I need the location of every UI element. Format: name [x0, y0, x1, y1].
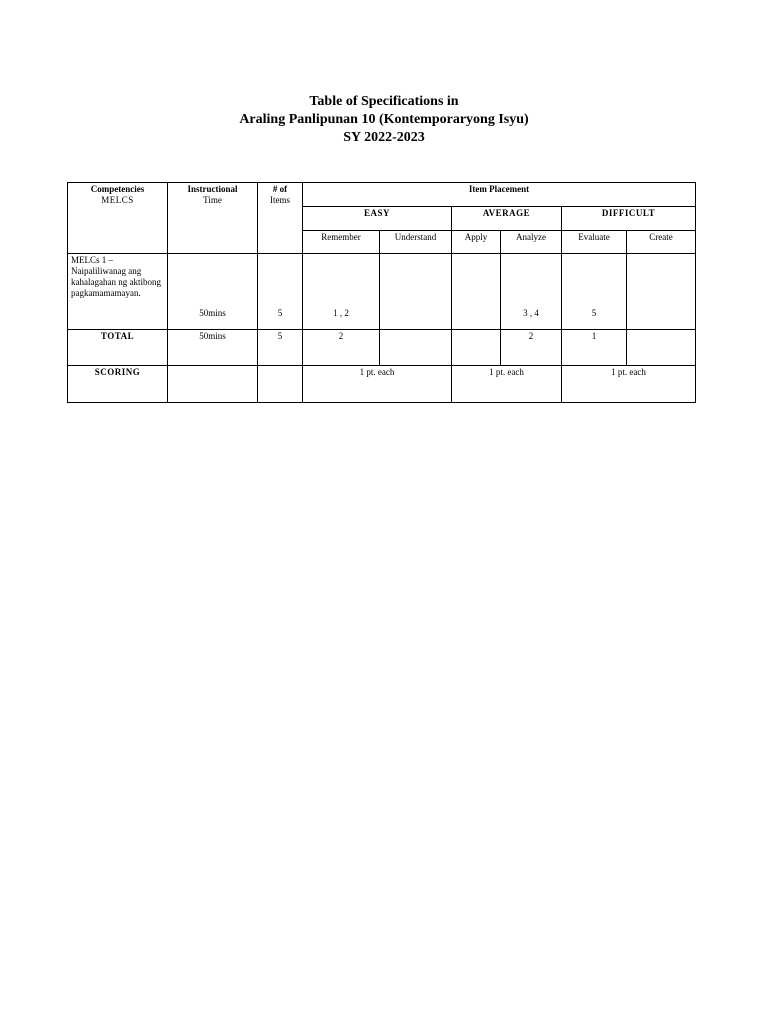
specifications-table — [67, 182, 696, 403]
time-label: Time — [203, 195, 222, 205]
header-difficult: DIFFICULT — [562, 207, 696, 231]
row1-evaluate: 5 — [562, 254, 627, 330]
total-evaluate: 1 — [562, 330, 627, 366]
scoring-items — [258, 366, 303, 403]
total-create — [627, 330, 696, 366]
row1-competency: MELCs 1 – Naipaliliwanag ang kahalagahan ng aktibong pagkamamamayan. — [68, 254, 168, 330]
header-remember: Remember — [303, 231, 380, 254]
total-items: 5 — [258, 330, 303, 366]
header-competencies — [68, 183, 168, 254]
melcs-label: MELCS — [101, 195, 134, 205]
header-analyze: Analyze — [501, 231, 562, 254]
header-apply: Apply — [452, 231, 501, 254]
scoring-easy: 1 pt. each — [303, 366, 452, 403]
header-item-placement: Item Placement — [303, 183, 696, 207]
total-remember: 2 — [303, 330, 380, 366]
row1-apply — [452, 254, 501, 330]
row1-time: 50mins — [168, 254, 258, 330]
row1-analyze: 3 , 4 — [501, 254, 562, 330]
total-time: 50mins — [168, 330, 258, 366]
header-evaluate: Evaluate — [562, 231, 627, 254]
items-label: Items — [270, 195, 290, 205]
total-apply — [452, 330, 501, 366]
document-title — [0, 93, 768, 147]
total-understand — [380, 330, 452, 366]
scoring-average: 1 pt. each — [452, 366, 562, 403]
scoring-time — [168, 366, 258, 403]
header-understand: Understand — [380, 231, 452, 254]
header-num-items — [258, 183, 303, 254]
num-of-label: # of — [272, 184, 288, 194]
row1-understand — [380, 254, 452, 330]
header-easy: EASY — [303, 207, 452, 231]
header-instructional-time — [168, 183, 258, 254]
row1-items: 5 — [258, 254, 303, 330]
row1-create — [627, 254, 696, 330]
header-create: Create — [627, 231, 696, 254]
instructional-label: Instructional — [187, 184, 238, 194]
title-line-1: Table of Specifications in — [309, 94, 459, 109]
total-analyze: 2 — [501, 330, 562, 366]
title-line-2: Araling Panlipunan 10 (Kontemporaryong Isyu) — [239, 112, 529, 127]
row1-remember: 1 , 2 — [303, 254, 380, 330]
scoring-difficult: 1 pt. each — [562, 366, 696, 403]
header-average: AVERAGE — [452, 207, 562, 231]
total-label: TOTAL — [68, 330, 168, 366]
title-line-3: SY 2022-2023 — [343, 130, 425, 145]
scoring-label: SCORING — [68, 366, 168, 403]
competencies-label: Competencies — [90, 184, 145, 194]
